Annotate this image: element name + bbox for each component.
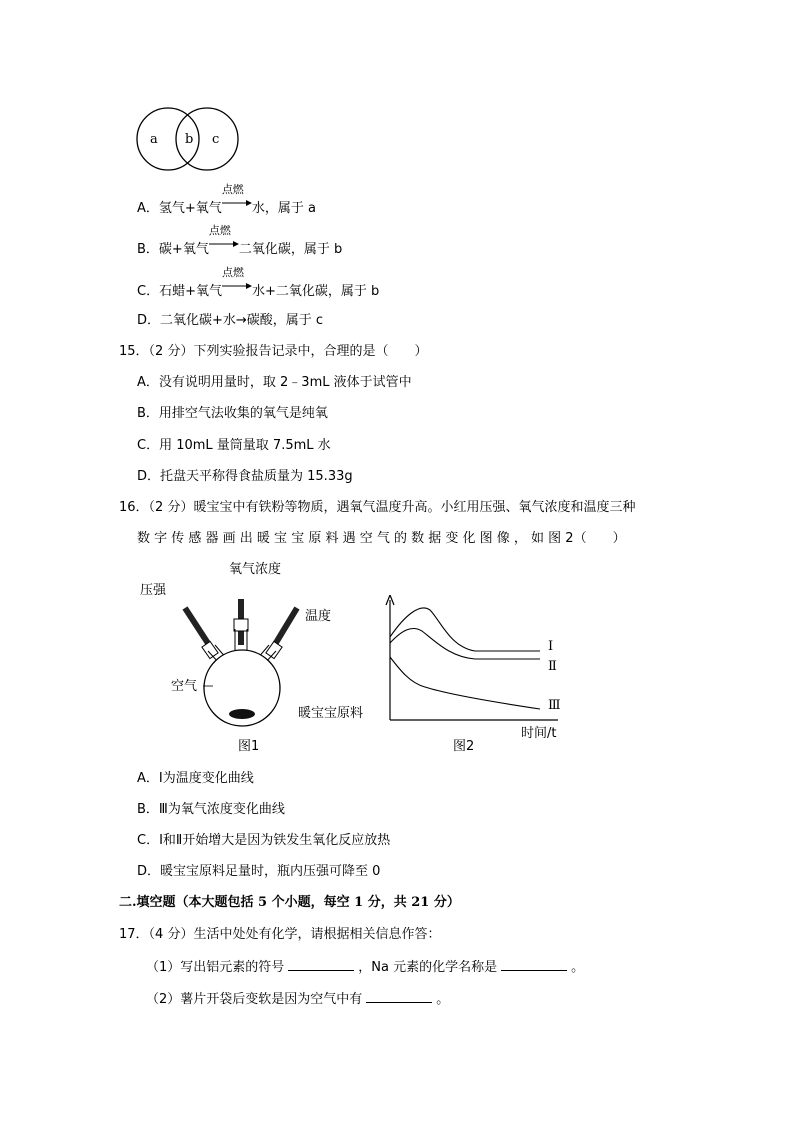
q14-option-c: C．石蜡+氧气 点燃 水+二氧化碳，属于 b: [137, 266, 380, 299]
q17-sub1: （1）写出铝元素的符号 ，Na 元素的化学名称是 。: [146, 960, 585, 975]
answer-blank-aluminum-symbol[interactable]: [288, 958, 354, 971]
flask-drawing: [175, 585, 315, 730]
q17-stem: 17．（4 分）生活中处处有化学，请根据相关信息作答：: [119, 927, 441, 942]
q15-option-d: D．托盘天平称得食盐质量为 15.33g: [137, 469, 353, 484]
curve-label-1: Ⅰ: [548, 639, 554, 654]
curve-label-2: Ⅱ: [548, 659, 557, 674]
curve-label-3: Ⅲ: [548, 698, 561, 713]
section-2-heading: 二.填空题（本大题包括 5 个小题，每空 1 分，共 21 分）: [119, 895, 460, 910]
label-temperature: 温度: [305, 609, 332, 624]
answer-blank-air-component[interactable]: [366, 990, 432, 1003]
reaction-arrow: 点燃: [209, 235, 239, 253]
q16-option-b: B．Ⅲ为氧气浓度变化曲线: [137, 802, 285, 817]
q15-option-b: B．用排空气法收集的氧气是纯氧: [137, 406, 328, 421]
q17-sub2: （2）薯片开袋后变软是因为空气中有 。: [146, 992, 450, 1007]
venn-label-c: c: [212, 132, 220, 147]
reaction-arrow: 点燃: [222, 277, 252, 295]
q15-option-c: C．用 10mL 量筒量取 7.5mL 水: [137, 438, 331, 453]
q16-option-d: D．暖宝宝原料足量时，瓶内压强可降至 0: [137, 864, 381, 879]
label-air: 空气: [171, 679, 198, 694]
figure-1-apparatus: [175, 585, 315, 730]
q15-option-a: A．没有说明用量时，取 2﹣3mL 液体于试管中: [137, 375, 412, 390]
graph-x-axis-label: 时间/t: [521, 726, 557, 741]
q15-stem: 15．（2 分）下列实验报告记录中，合理的是（ ）: [119, 344, 428, 359]
q16-option-c: C．Ⅰ和Ⅱ开始增大是因为铁发生氧化反应放热: [137, 833, 391, 848]
venn-label-a: a: [150, 132, 158, 147]
venn-label-b: b: [185, 132, 194, 147]
q14-option-d: D．二氧化碳+水→碳酸，属于 c: [137, 313, 324, 328]
figure-2-graph: [380, 595, 565, 725]
q16-stem-line1: 16．（2 分）暖宝宝中有铁粉等物质，遇氧气温度升高。小红用压强、氧气浓度和温度三种: [119, 500, 636, 515]
reaction-arrow: 点燃: [222, 194, 252, 212]
q14-option-a: A．氢气+氧气 点燃 水，属于 a: [137, 183, 316, 216]
graph-drawing: [380, 595, 565, 725]
answer-blank-na-name[interactable]: [501, 958, 567, 971]
label-material: 暖宝宝原料: [298, 706, 364, 721]
label-oxygen-concentration: 氧气浓度: [229, 562, 282, 577]
figure-1-caption: 图1: [238, 739, 260, 754]
figure-2-caption: 图2: [453, 739, 475, 754]
q16-stem-line2: 数 字 传 感 器 画 出 暖 宝 宝 原 料 遇 空 气 的 数 据 变 化 图 像 ， 如 图 2（ ）: [137, 531, 626, 546]
q16-option-a: A．Ⅰ为温度变化曲线: [137, 771, 254, 786]
label-pressure: 压强: [140, 583, 167, 598]
q14-option-b: B．碳+氧气 点燃 二氧化碳，属于 b: [137, 224, 343, 257]
